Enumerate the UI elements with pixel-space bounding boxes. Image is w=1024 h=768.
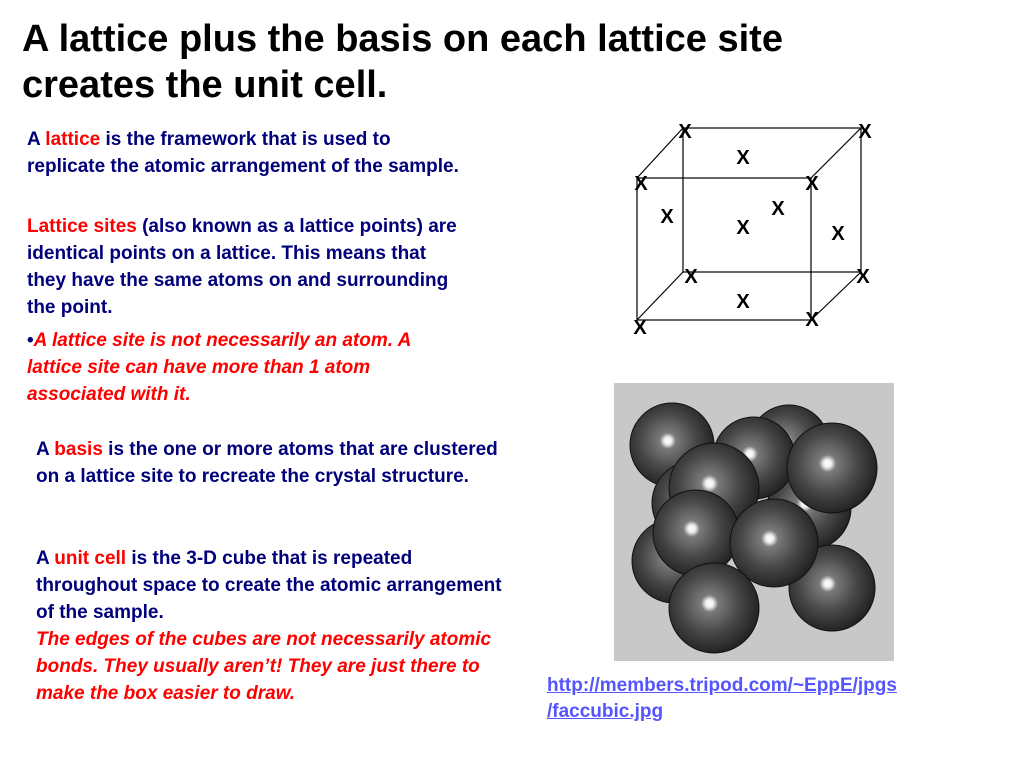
lattice-point-marker: X xyxy=(805,309,819,331)
lattice-sites-term: Lattice sites xyxy=(27,216,137,237)
sphere xyxy=(669,563,759,653)
lattice-site-note-text: A lattice site is not necessarily an atom. A lattice site can have more than 1 atom associated with it. xyxy=(27,330,411,405)
lattice-sites-definition xyxy=(27,213,467,321)
basis-definition xyxy=(36,436,506,490)
face-center-marker: X xyxy=(736,147,750,169)
slide-title xyxy=(22,16,902,108)
title-line-2: creates the unit cell. xyxy=(22,64,388,106)
basis-prefix: A xyxy=(36,439,55,460)
unit-cell-term: unit cell xyxy=(54,548,127,569)
lattice-point-marker: X xyxy=(858,121,872,143)
lattice-point-marker: X xyxy=(684,266,698,288)
lattice-point-marker: X xyxy=(634,173,648,195)
source-line-1[interactable]: http://members.tripod.com/~EppE/jpgs xyxy=(547,675,897,696)
unit-cell-definition xyxy=(36,545,516,707)
title-line-1: A lattice plus the basis on each lattice site xyxy=(22,18,783,60)
image-source-link[interactable] xyxy=(547,673,977,725)
lattice-point-marker: X xyxy=(633,317,647,339)
lattice-prefix: A xyxy=(27,129,46,150)
face-center-marker: X xyxy=(736,217,750,239)
sphere xyxy=(653,490,739,576)
sphere xyxy=(787,423,877,513)
basis-term: basis xyxy=(54,439,103,460)
basis-text: is the one or more atoms that are clustered on a lattice site to recreate the crystal structure. xyxy=(36,439,498,487)
lattice-point-marker: X xyxy=(678,121,692,143)
lattice-text: is the framework that is used to replicate the atomic arrangement of the sample. xyxy=(27,129,459,177)
lattice-sites-text: (also known as a lattice points) are identical points on a lattice. This means that they have the same atoms on and surrounding the point. xyxy=(27,216,457,318)
lattice-cube-diagram xyxy=(600,110,900,350)
unit-cell-note: The edges of the cubes are not necessarily atomic bonds. They usually aren’t! They are just there to make the box easier to draw. xyxy=(36,629,492,704)
lattice-definition xyxy=(27,126,467,180)
lattice-point-marker: X xyxy=(805,173,819,195)
unit-cell-prefix: A xyxy=(36,548,55,569)
face-center-marker: X xyxy=(771,198,785,220)
lattice-point-marker: X xyxy=(856,266,870,288)
lattice-site-note xyxy=(27,327,467,408)
face-center-marker: X xyxy=(831,223,845,245)
face-center-marker: X xyxy=(736,291,750,313)
unit-cell-text: is the 3-D cube that is repeated throughout space to create the atomic arrangement of the sample. xyxy=(36,548,502,623)
bullet: • xyxy=(27,330,34,351)
source-line-2[interactable]: /faccubic.jpg xyxy=(547,701,664,722)
fcc-spheres-image xyxy=(614,383,894,661)
lattice-term: lattice xyxy=(45,129,101,150)
face-center-marker: X xyxy=(660,206,674,228)
